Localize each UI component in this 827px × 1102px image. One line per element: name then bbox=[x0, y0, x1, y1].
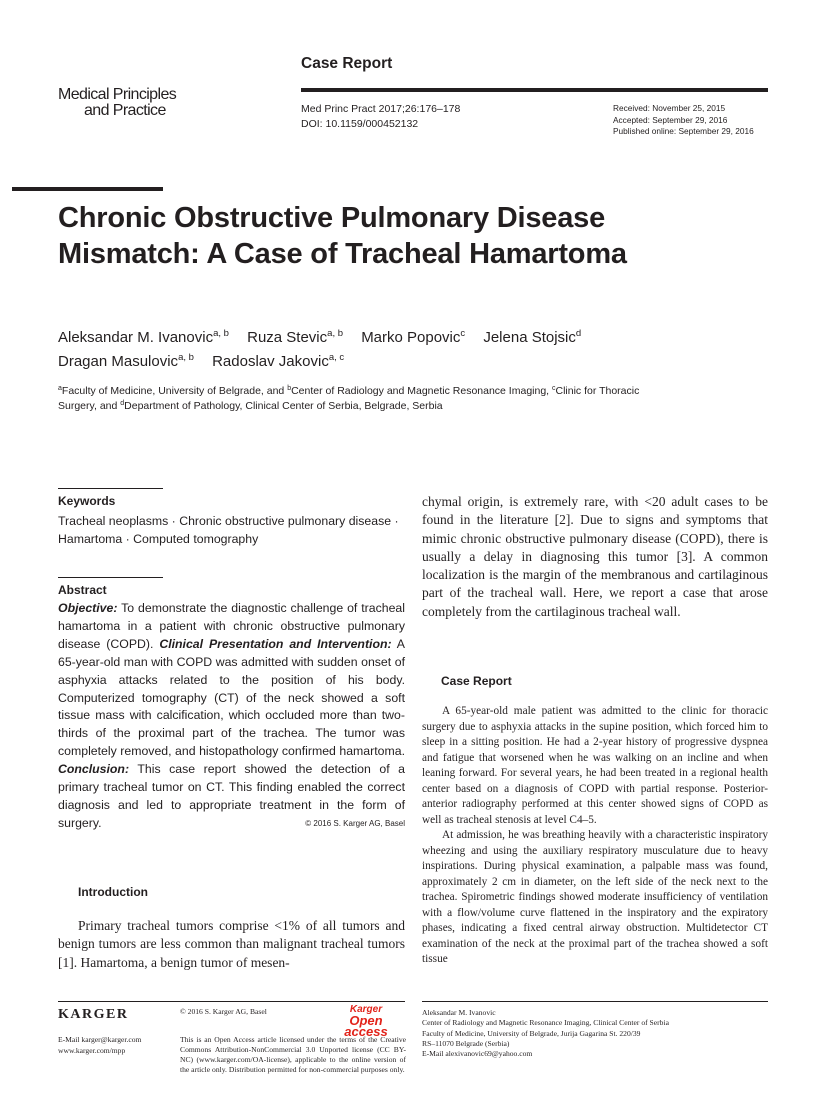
right-column-text: chymal origin, is extremely rare, with <20 adult cases to be found in the literature [2]. Due to signs and symptoms that mimic chronic obstructive pulmonary disease (COPD), there is usually a delay in diagnosing this tumor [3]. A common localization is the margin of the membranous and cartilaginous part of the tracheal wall. Here, we report a case that arose completely from the cartilaginous tracheal wall. bbox=[422, 494, 768, 619]
case-report-paragraph: At admission, he was breathing heavily with a characteristic inspiratory wheezing and using the auxiliary respiratory musculature due to heavy inspirations. During physical examination, a palpable mass was found, approximately 2 cm in diameter, on the left side of the neck next to the trachea. Spirometric findings showed moderate insufficiency of ventilation with a flow/volume curve flattened in the inspiratory and the expiratory phases, indicating a fixed central airway obstruction. Multidetector CT examination of the neck at the proximal part of the trachea showed a soft tissue bbox=[422, 829, 768, 965]
introduction-text: Primary tracheal tumors comprise <1% of all tumors and benign tumors are less common than malignant tracheal tumors [1]. Hamartoma, a benign tumor of mesen- bbox=[58, 918, 405, 970]
publisher-contact bbox=[58, 1034, 141, 1056]
open-access-line2: Open access bbox=[344, 1013, 388, 1039]
author bbox=[58, 329, 229, 346]
publisher-web[interactable]: www.karger.com/mpp bbox=[58, 1046, 126, 1055]
keywords-text: Tracheal neoplasms · Chronic obstructive pulmonary disease · Hamartoma · Computed tomography bbox=[58, 514, 399, 546]
abstract-conclusion-label: Conclusion: bbox=[58, 762, 130, 777]
author bbox=[58, 353, 194, 370]
abstract-objective: To demonstrate the diagnostic challenge of tracheal hamartoma in a patient with chronic obstructive pulmonary disease (COPD). bbox=[58, 601, 405, 651]
abstract-clinical: A 65-year-old man with COPD was admitted with sudden onset of asphyxia attacks related to the position of his body. Computerized tomography (CT) of the neck showed a soft tissue mass with calcification, which occluded more than two-thirds of the proximal part of the trachea. The tumor was completely removed, and histopathology confirmed hamartoma. bbox=[58, 636, 405, 759]
header-rule bbox=[301, 88, 768, 92]
author bbox=[361, 329, 465, 346]
affiliation-text: Clinic for Thoracic Surgery, and bbox=[58, 385, 640, 412]
affiliation-mark: d bbox=[120, 400, 125, 407]
title-rule bbox=[12, 187, 163, 191]
correspondence bbox=[422, 1008, 669, 1059]
author bbox=[247, 329, 343, 346]
case-report-text bbox=[422, 704, 768, 968]
abstract-clinical-label: Clinical Presentation and Intervention: bbox=[159, 636, 392, 651]
author-affiliation-mark: a, b bbox=[213, 328, 229, 339]
citation-block bbox=[301, 102, 460, 132]
article-type: Case Report bbox=[301, 55, 393, 72]
abstract-text bbox=[58, 600, 405, 833]
received-date: Received: November 25, 2015 bbox=[613, 103, 726, 113]
affiliation-mark: b bbox=[287, 385, 292, 392]
corresp-line: RS–11070 Belgrade (Serbia) bbox=[422, 1038, 510, 1048]
journal-logo-line2: and Practice bbox=[84, 102, 166, 119]
footer-copyright: © 2016 S. Karger AG, Basel bbox=[180, 1007, 267, 1016]
corresp-line: Center of Radiology and Magnetic Resonance Imaging, Clinical Center of Serbia bbox=[422, 1018, 669, 1028]
author-name: Aleksandar M. Ivanovic bbox=[58, 329, 214, 346]
accepted-date: Accepted: September 29, 2016 bbox=[613, 114, 728, 125]
journal-logo bbox=[58, 87, 198, 119]
keywords-heading: Keywords bbox=[58, 494, 116, 508]
author-affiliation-mark: d bbox=[575, 328, 582, 339]
abstract-objective-label: Objective: bbox=[58, 601, 118, 615]
affiliation-mark: a bbox=[58, 385, 62, 392]
publisher-email[interactable]: E-Mail karger@karger.com bbox=[58, 1035, 142, 1044]
abstract-heading: Abstract bbox=[58, 583, 107, 597]
affiliation-text: Center of Radiology and Magnetic Resonance Imaging, bbox=[291, 385, 552, 397]
publisher-logo: KARGER bbox=[58, 1007, 129, 1022]
affiliation-text: Department of Pathology, Clinical Center of Serbia, Belgrade, Serbia bbox=[124, 400, 443, 412]
author-name: Dragan Masulovic bbox=[58, 353, 179, 370]
author-name: Ruza Stevic bbox=[247, 329, 328, 346]
author bbox=[212, 353, 344, 370]
affiliations bbox=[58, 384, 678, 414]
open-access-logo bbox=[328, 1004, 404, 1037]
author-affiliation-mark: a, c bbox=[328, 352, 345, 363]
footer-rule-right bbox=[422, 1001, 768, 1002]
corresp-line: Faculty of Medicine, University of Belgrade, Jurija Gagarina St. 220/39 bbox=[422, 1028, 641, 1038]
doi[interactable]: DOI: 10.1159/000452132 bbox=[301, 118, 419, 130]
corresp-name: Aleksandar M. Ivanovic bbox=[422, 1008, 496, 1017]
affiliation-text: Faculty of Medicine, University of Belgrade, and bbox=[61, 385, 288, 397]
author-list bbox=[58, 326, 698, 374]
article-title: Chronic Obstructive Pulmonary Disease Mismatch: A Case of Tracheal Hamartoma bbox=[58, 202, 627, 270]
author-name: Jelena Stojsic bbox=[483, 329, 576, 346]
open-access-line1: Karger bbox=[349, 1004, 383, 1015]
case-report-heading: Case Report bbox=[441, 674, 512, 688]
abstract-conclusion: This case report showed the detection of a primary tracheal tumor on CT. This finding enabled the correct diagnosis and led to appropriate treatment in the form of surgery. bbox=[58, 762, 405, 830]
affiliation-mark: c bbox=[552, 385, 556, 392]
dates-block bbox=[613, 103, 754, 138]
journal-logo-line1: Medical Principles bbox=[58, 86, 177, 103]
author-affiliation-mark: a, b bbox=[327, 328, 344, 339]
license-text: This is an Open Access article licensed under the terms of the Creative Commons Attribution-NonCommercial 3.0 Unported license (CC BY-NC) (www.karger.com/OA-license), applicable to the online version of the article only. Distribution permitted for non-commercial purposes only. bbox=[180, 1035, 406, 1074]
corresp-email[interactable]: E-Mail alexivanovic69@yahoo.com bbox=[422, 1049, 533, 1059]
citation: Med Princ Pract 2017;26:176–178 bbox=[301, 103, 461, 115]
author bbox=[483, 329, 581, 346]
author-affiliation-mark: a, b bbox=[178, 352, 194, 363]
footer-rule-left bbox=[58, 1001, 405, 1002]
abstract-rule bbox=[58, 577, 163, 578]
case-report-paragraph: A 65-year-old male patient was admitted to the clinic for thoracic surgery due to asphyxia attacks in the supine position, which forced him to sleep in a sitting position. He had a 2-year history of progressive dyspnea and fatigue that worsened when he was walking on an incline and when leaning forward. For several years, he had been treated in a regional health center based on a diagnosis of COPD with partial response. Posterior-anterior radiography performed at this center showed signs of COPD as well as tracheal stenosis at level C4–5. bbox=[422, 705, 768, 826]
author-name: Radoslav Jakovic bbox=[212, 353, 329, 370]
introduction-heading: Introduction bbox=[78, 885, 148, 899]
author-name: Marko Popovic bbox=[361, 329, 461, 346]
abstract-copyright: © 2016 S. Karger AG, Basel bbox=[305, 818, 405, 828]
author-affiliation-mark: c bbox=[460, 328, 466, 339]
published-date: Published online: September 29, 2016 bbox=[613, 126, 754, 136]
keywords-rule bbox=[58, 488, 163, 489]
